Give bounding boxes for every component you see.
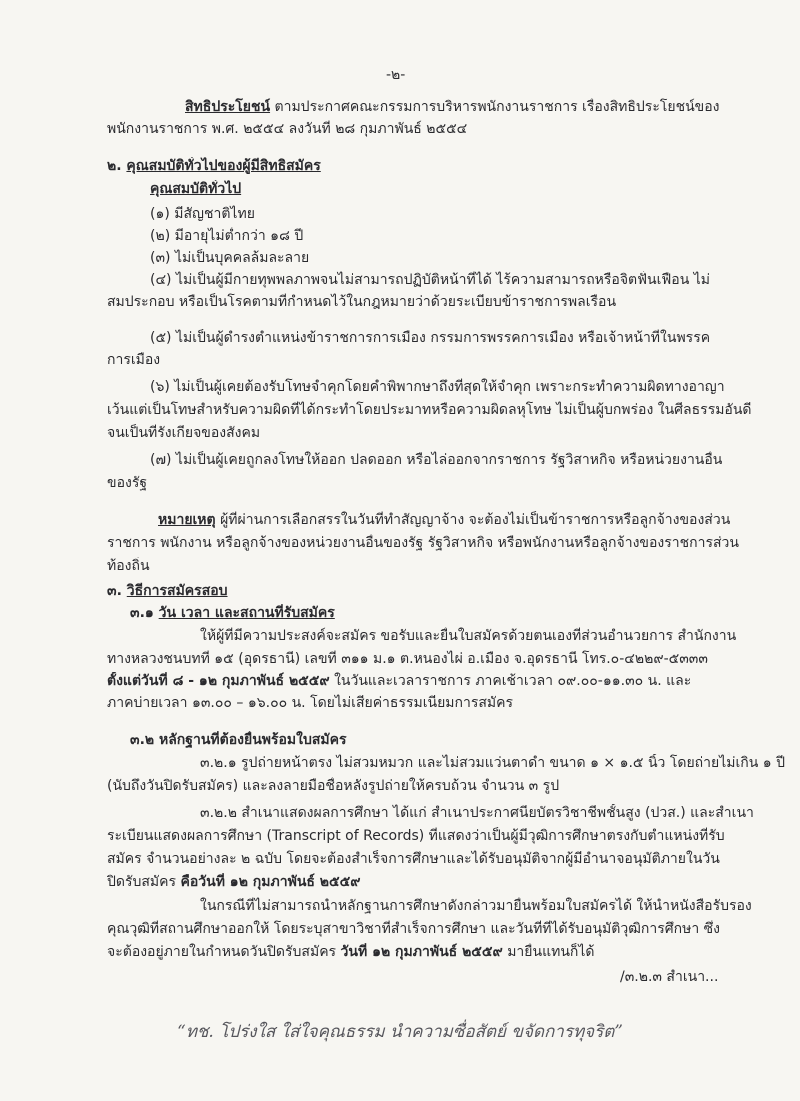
note-line-3: ท้องถิ่น <box>107 558 150 574</box>
benefits-heading: สิทธิประโยชน์ <box>185 99 271 115</box>
office-hours: ในวันและเวลาราชการ ภาคเช้าเวลา ๐๙.๐๐-๑๑.๓๐ น. และ <box>329 673 692 689</box>
footer-slogan: “ทช. โปร่งใส ใส่ใจคุณธรรม นำความซื่อสัตย์ ขจัดการทุจริต” <box>177 1022 623 1042</box>
s31-line-1: ให้ผู้ที่มีความประสงค์จะสมัคร ขอรับและยื่นใบสมัครด้วยตนเองที่ส่วนอำนวยการ สำนักงาน <box>200 628 737 644</box>
application-dates: ตั้งแต่วันที่ ๘ - ๑๒ กุมภาพันธ์ ๒๕๕๙ <box>107 673 330 689</box>
section-3-2-heading: ๓.๒ หลักฐานที่ต้องยื่นพร้อมใบสมัคร <box>130 732 347 748</box>
benefits-line-2: พนักงานราชการ พ.ศ. ๒๕๕๔ ลงวันที่ ๒๘ กุมภาพันธ์ ๒๕๕๔ <box>107 121 468 137</box>
qualification-item: (๒) มีอายุไม่ต่ำกว่า ๑๘ ปี <box>150 228 304 244</box>
note-text: ผู้ที่ผ่านการเลือกสรรในวันที่ทำสัญญาจ้าง จะต้องไม่เป็นข้าราชการหรือลูกจ้างของส่วน <box>215 512 731 528</box>
s31-line-4: ภาคบ่ายเวลา ๑๓.๐๐ – ๑๖.๐๐ น. โดยไม่เสียค่าธรรมเนียมการสมัคร <box>107 695 514 711</box>
section-3-1-title: วัน เวลา และสถานที่รับสมัคร <box>158 605 335 621</box>
s321-line-1: ๓.๒.๑ รูปถ่ายหน้าตรง ไม่สวมหมวก และไม่สวมแว่นตาดำ ขนาด ๑ × ๑.๕ นิ้ว โดยถ่ายไม่เกิน ๑ ปี <box>200 755 785 771</box>
closing-prefix: ปิดรับสมัคร <box>107 874 181 890</box>
s322-line-3: สมัคร จำนวนอย่างละ ๒ ฉบับ โดยจะต้องสำเร็จการศึกษาและได้รับอนุมัติจากผู้มีอำนาจอนุมัติภายในวัน <box>107 851 720 867</box>
qualification-item: (๓) ไม่เป็นบุคคลล้มละลาย <box>150 250 310 266</box>
qualification-item-cont: สมประกอบ หรือเป็นโรคตามที่กำหนดไว้ในกฎหมายว่าด้วยระเบียบข้าราชการพลเรือน <box>107 294 617 310</box>
continuation-marker: /๓.๒.๓ สำเนา... <box>620 969 719 985</box>
qualification-item: (๖) ไม่เป็นผู้เคยต้องรับโทษจำคุกโดยคำพิพากษาถึงที่สุดให้จำคุก เพราะกระทำความผิดทางอาญา <box>150 379 725 395</box>
closing-date: คือวันที่ ๑๒ กุมภาพันธ์ ๒๕๕๙ <box>180 874 361 890</box>
s321-line-2: (นับถึงวันปิดรับสมัคร) และลงลายมือชื่อหลังรูปถ่ายให้ครบถ้วน จำนวน ๓ รูป <box>107 778 560 794</box>
section-3-title: วิธีการสมัครสอบ <box>126 583 228 599</box>
para-date: วันที่ ๑๒ กุมภาพันธ์ ๒๕๕๙ <box>340 944 503 960</box>
section-2-subheading: คุณสมบัติทั่วไป <box>150 181 242 197</box>
para-prefix: จะต้องอยู่ภายในกำหนดวันปิดรับสมัคร <box>107 944 341 960</box>
s322-line-1: ๓.๒.๒ สำเนาแสดงผลการศึกษา ได้แก่ สำเนาประกาศนียบัตรวิชาชีพชั้นสูง (ปวส.) และสำเนา <box>200 805 754 821</box>
qualification-item-cont: จนเป็นที่รังเกียจของสังคม <box>107 425 261 441</box>
qualification-item: (๕) ไม่เป็นผู้ดำรงตำแหน่งข้าราชการการเมือง กรรมการพรรคการเมือง หรือเจ้าหน้าที่ในพรรค <box>150 330 711 346</box>
page-number: -๒- <box>386 67 406 83</box>
para-suffix: มายื่นแทนก็ได้ <box>502 944 595 960</box>
qualification-item: (๑) มีสัญชาติไทย <box>150 206 255 222</box>
note-label: หมายเหตุ <box>158 512 216 528</box>
section-2-title: คุณสมบัติทั่วไปของผู้มีสิทธิสมัคร <box>126 158 321 174</box>
qualification-item-cont: เว้นแต่เป็นโทษสำหรับความผิดที่ได้กระทำโดยประมาทหรือความผิดลหุโทษ ไม่เป็นผู้บกพร่อง ในศีลธรรมอันดี <box>107 402 752 418</box>
s322-line-2: ระเบียนแสดงผลการศึกษา (Transcript of Records) ที่แสดงว่าเป็นผู้มีวุฒิการศึกษาตรงกับตำแหน่งที่รับ <box>107 828 725 844</box>
section-3-number: ๓. <box>107 583 127 599</box>
note-line-2: ราชการ พนักงาน หรือลูกจ้างของหน่วยงานอื่นของรัฐ รัฐวิสาหกิจ หรือพนักงานหรือลูกจ้างของราชการส่วน <box>107 535 739 551</box>
s31-line-3 <box>107 672 787 690</box>
section-2-heading <box>107 157 707 175</box>
section-2-number: ๒. <box>107 158 127 174</box>
benefits-text: ตามประกาศคณะกรรมการบริหารพนักงานราชการ เรื่องสิทธิประโยชน์ของ <box>270 99 720 115</box>
s322-line-4 <box>107 873 777 891</box>
para-line-1: ในกรณีที่ไม่สามารถนำหลักฐานการศึกษาดังกล่าวมายื่นพร้อมใบสมัครได้ ให้นำหนังสือรับรอง <box>200 898 752 914</box>
section-3-1-number: ๓.๑ <box>130 605 159 621</box>
qualification-item-cont: การเมือง <box>107 352 161 368</box>
qualification-item: (๗) ไม่เป็นผู้เคยถูกลงโทษให้ออก ปลดออก หรือไล่ออกจากราชการ รัฐวิสาหกิจ หรือหน่วยงานอื่น <box>150 452 723 468</box>
para-line-2: คุณวุฒิที่สถานศึกษาออกให้ โดยระบุสาขาวิชาที่สำเร็จการศึกษา และวันที่ที่ได้รับอนุมัติวุฒิการศึกษา ซึ่ง <box>107 921 720 937</box>
benefits-line-1 <box>185 98 775 116</box>
qualification-item-cont: ของรัฐ <box>107 475 148 491</box>
section-3-heading <box>107 582 507 600</box>
note-line-1 <box>158 511 783 529</box>
para-line-3 <box>107 943 787 961</box>
qualification-item: (๔) ไม่เป็นผู้มีกายทุพพลภาพจนไม่สามารถปฏิบัติหน้าที่ได้ ไร้ความสามารถหรือจิตฟั่นเฟือน ไม่ <box>150 272 711 288</box>
s31-line-2: ทางหลวงชนบทที่ ๑๕ (อุดรธานี) เลขที่ ๓๑๑ ม.๑ ต.หนองไผ่ อ.เมือง จ.อุดรธานี โทร.๐-๔๒๒๙-๕๓๓๓ <box>107 651 708 667</box>
section-3-1-heading <box>130 604 530 622</box>
